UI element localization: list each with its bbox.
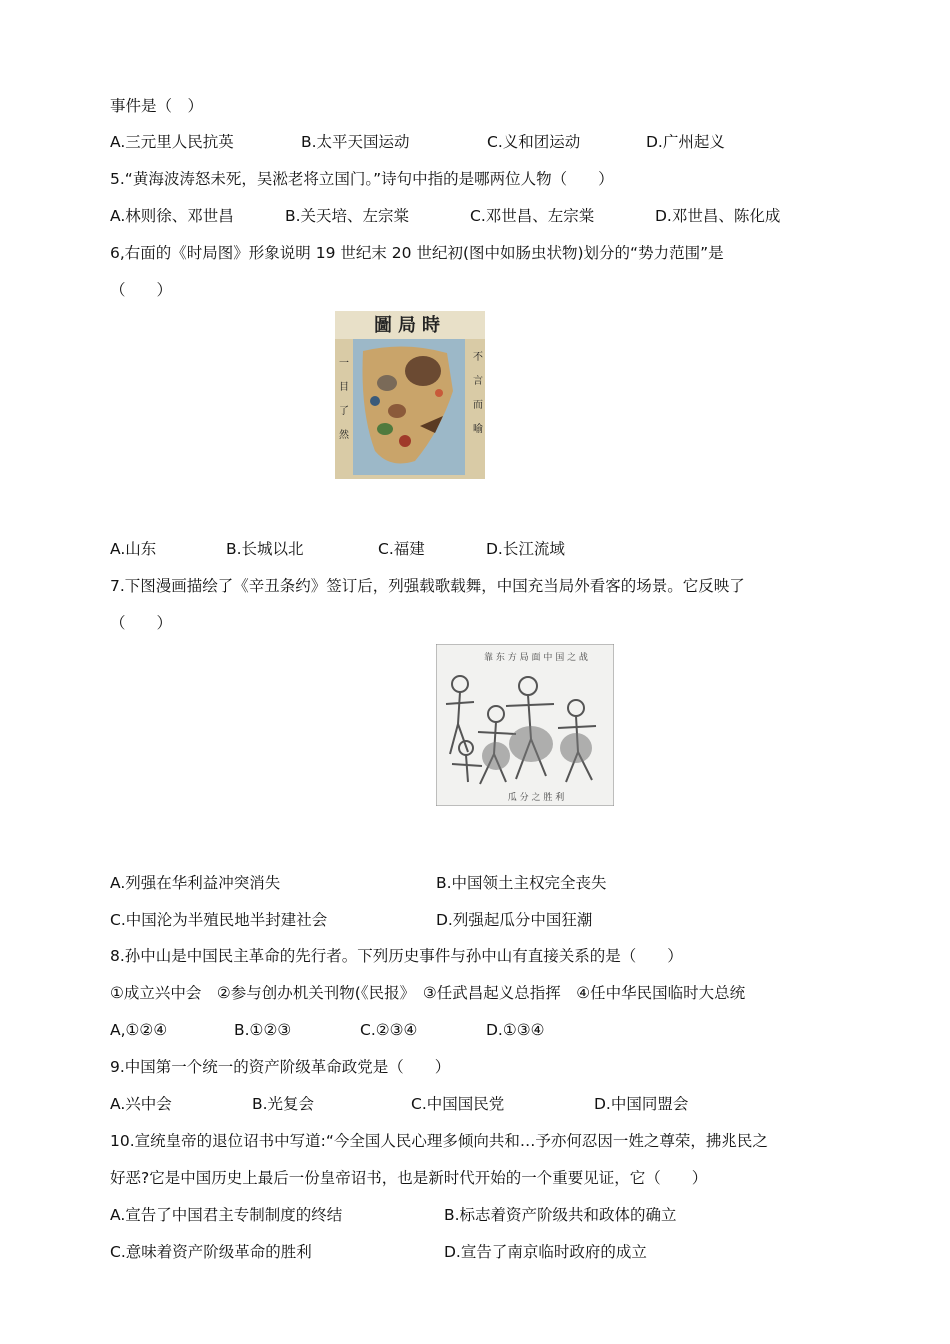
- xinchou-treaty-cartoon: [436, 644, 614, 806]
- option-a: A,①②④: [110, 1021, 168, 1039]
- option-c: C.义和团运动: [487, 133, 581, 151]
- option-b: B.关天培、左宗棠: [285, 207, 410, 225]
- option-d: D.①③④: [486, 1021, 545, 1039]
- option-a: A.林则徐、邓世昌: [110, 207, 234, 225]
- question-stem-continued: 好恶?它是中国历史上最后一份皇帝诏书，也是新时代开始的一个重要见证，它（ ）: [110, 1169, 708, 1187]
- option-c: C.福建: [378, 540, 425, 558]
- question-stem: 9.中国第一个统一的资产阶级革命政党是（ ）: [110, 1058, 451, 1076]
- option-c: C.②③④: [360, 1021, 418, 1039]
- option-b: B.长城以北: [226, 540, 304, 558]
- option-d: D.列强起瓜分中国狂潮: [436, 911, 593, 929]
- option-c: C.邓世昌、左宗棠: [470, 207, 595, 225]
- question-stem: 8.孙中山是中国民主革命的先行者。下列历史事件与孙中山有直接关系的是（ ）: [110, 947, 683, 965]
- option-b: B.太平天国运动: [301, 133, 410, 151]
- option-a: A.宣告了中国君主专制制度的终结: [110, 1206, 343, 1224]
- question-stem: 事件是（ ）: [110, 97, 204, 115]
- option-d: D.邓世昌、陈化成: [655, 207, 781, 225]
- option-a: A.山东: [110, 540, 157, 558]
- cartoon-left-text: 一目了然: [336, 357, 348, 453]
- option-a: A.三元里人民抗英: [110, 133, 234, 151]
- question-stem-continued: （ ）: [110, 614, 173, 632]
- option-a: A.列强在华利益冲突消失: [110, 874, 281, 892]
- option-b: B.①②③: [234, 1021, 292, 1039]
- question-items: ①成立兴中会 ②参与创办机关刊物(《民报》 ③任武昌起义总指挥 ④任中华民国临时大总统: [110, 984, 746, 1002]
- option-c: C.意味着资产阶级革命的胜利: [110, 1243, 312, 1261]
- cartoon-bottom-caption: 瓜 分 之 胜 利: [507, 793, 565, 803]
- option-b: B.中国领土主权完全丧失: [436, 874, 607, 892]
- option-d: D.长江流域: [486, 540, 565, 558]
- option-d: D.宣告了南京临时政府的成立: [444, 1243, 647, 1261]
- option-c: C.中国沦为半殖民地半封建社会: [110, 911, 328, 929]
- option-c: C.中国国民党: [411, 1095, 505, 1113]
- question-stem: 6,右面的《时局图》形象说明 19 世纪末 20 世纪初(图中如肠虫状物)划分的“势力范围”是: [110, 244, 724, 262]
- option-b: B.光复会: [252, 1095, 315, 1113]
- option-a: A.兴中会: [110, 1095, 172, 1113]
- question-stem: 7.下图漫画描绘了《辛丑条约》签订后，列强载歌载舞，中国充当局外看客的场景。它反映了: [110, 577, 745, 595]
- option-b: B.标志着资产阶级共和政体的确立: [444, 1206, 677, 1224]
- cartoon-top-caption: 靠 东 方 局 面 中 国 之 战: [484, 653, 588, 663]
- shiju-tu-cartoon: [335, 311, 485, 479]
- option-d: D.中国同盟会: [594, 1095, 689, 1113]
- question-stem: 10.宣统皇帝的退位诏书中写道:“今全国人民心理多倾向共和…予亦何忍因一姓之尊荣，拂兆民之: [110, 1132, 768, 1150]
- option-d: D.广州起义: [646, 133, 725, 151]
- question-stem-continued: （ ）: [110, 281, 173, 299]
- cartoon-title: 圖局時: [374, 315, 446, 336]
- cartoon-right-text: 不言而喻: [470, 351, 482, 447]
- question-stem: 5.“黄海波涛怒未死，吴淞老将立国门。”诗句中指的是哪两位人物（ ）: [110, 170, 614, 188]
